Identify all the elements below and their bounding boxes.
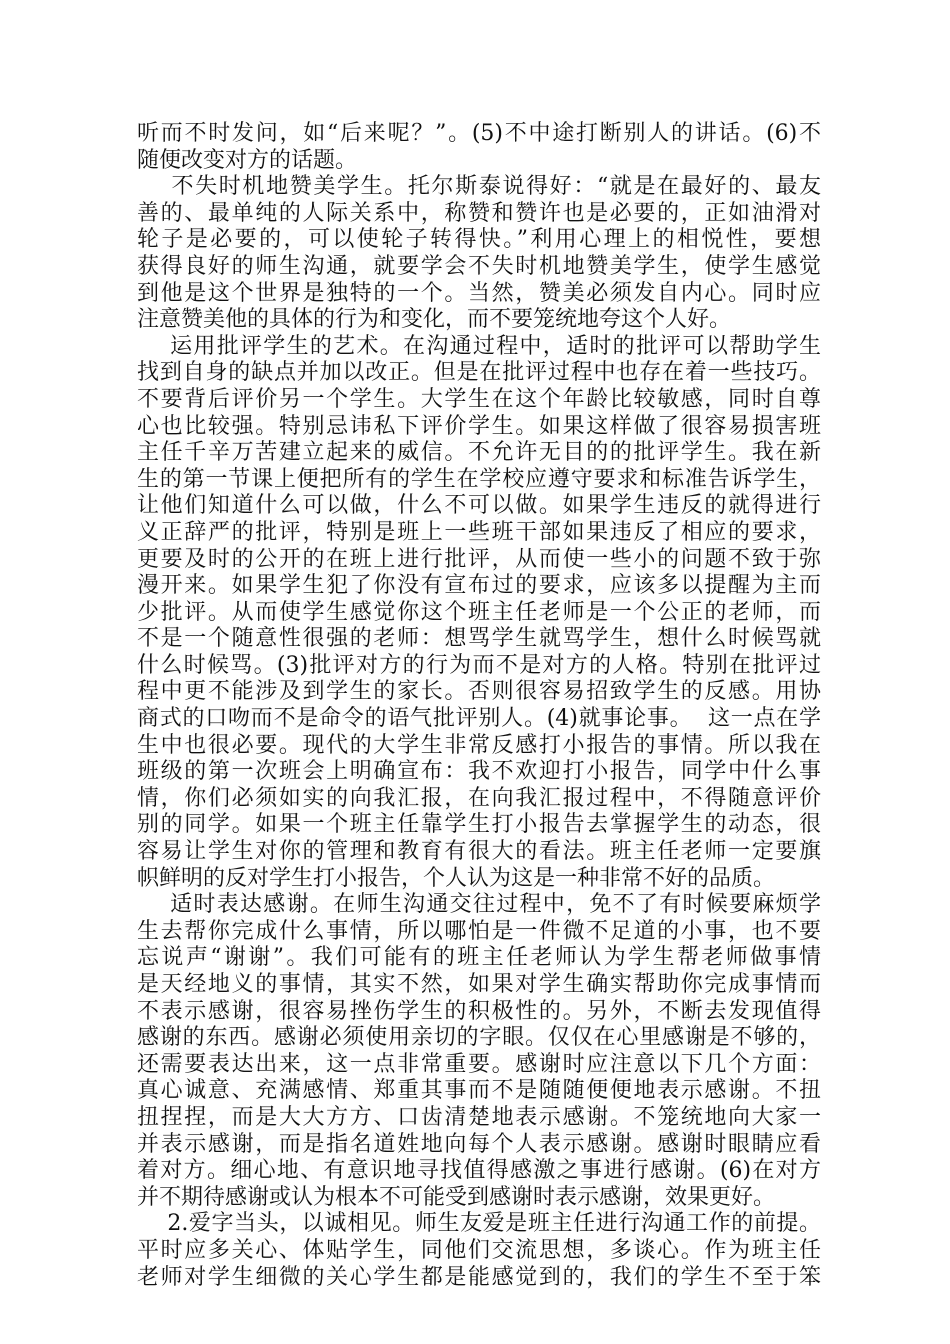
text-line: 老师对学生细微的关心学生都是能感觉到的，我们的学生不至于笨 [137,1264,821,1290]
text-line: 忘说声“谢谢”。我们可能有的班主任老师认为学生帮老师做事情 [137,945,821,971]
text-line: 轮子是必要的，可以使轮子转得快。”利用心理上的相悦性，要想 [137,227,821,253]
text-line: 更要及时的公开的在班上进行批评，从而使一些小的问题不致于弥 [137,546,821,572]
text-line: 别的同学。如果一个班主任靠学生打小报告去掌握学生的动态，很 [137,812,821,838]
text-line: 班级的第一次班会上明确宣布：我不欢迎打小报告，同学中什么事 [137,759,821,785]
text-line: 获得良好的师生沟通，就要学会不失时机地赞美学生，使学生感觉 [137,253,821,279]
body-text [137,121,821,1291]
text-line: 随便改变对方的话题。 [137,147,358,173]
text-line: 少批评。从而使学生感觉你这个班主任老师是一个公正的老师，而 [137,599,821,625]
text-line: 义正辞严的批评，特别是班上一些班干部如果违反了相应的要求， [137,519,821,545]
text-line: 让他们知道什么可以做，什么不可以做。如果学生违反的就得进行 [137,493,821,519]
text-line: 扭捏捏，而是大大方方、口齿清楚地表示感谢。不笼统地向大家一 [137,1104,821,1130]
text-line: 容易让学生对你的管理和教育有很大的看法。班主任老师一定要旗 [137,839,821,865]
text-line: 生去帮你完成什么事情，所以哪怕是一件微不足道的小事，也不要 [137,918,821,944]
text-line: 不是一个随意性很强的老师：想骂学生就骂学生，想什么时候骂就 [137,626,821,652]
text-line: 真心诚意、充满感情、郑重其事而不是随随便便地表示感谢。不扭 [137,1078,821,1104]
text-line: 生中也很必要。现代的大学生非常反感打小报告的事情。所以我在 [137,732,821,758]
text-line: 并表示感谢，而是指名道姓地向每个人表示感谢。感谢时眼睛应看 [137,1131,821,1157]
text-line: 注意赞美他的具体的行为和变化，而不要笼统地夸这个人好。 [137,307,732,333]
text-line: 善的、最单纯的人际关系中，称赞和赞许也是必要的，正如油滑对 [137,200,821,226]
text-line: 主任千辛万苦建立起来的威信。不允许无目的的批评学生。我在新 [137,440,821,466]
text-line: 不表示感谢，很容易挫伤学生的积极性的。另外，不断去发现值得 [137,998,821,1024]
text-line: 适时表达感谢。在师生沟通交往过程中，免不了有时候要麻烦学 [137,892,821,918]
text-line: 漫开来。如果学生犯了你没有宣布过的要求，应该多以提醒为主而 [137,573,821,599]
text-line: 听而不时发问，如“后来呢？”。(5)不中途打断别人的讲话。(6)不 [137,121,821,146]
text-line: 着对方。细心地、有意识地寻找值得感激之事进行感谢。(6)在对方 [137,1158,821,1184]
text-line: 不失时机地赞美学生。托尔斯泰说得好：“就是在最好的、最友 [137,174,821,200]
text-line: 情，你们必须如实的向我汇报，在向我汇报过程中，不得随意评价 [137,785,821,811]
text-line: 帜鲜明的反对学生打小报告，个人认为这是一种非常不好的品质。 [137,865,776,891]
text-line: 运用批评学生的艺术。在沟通过程中，适时的批评可以帮助学生 [137,333,821,359]
text-line: 不要背后评价另一个学生。大学生在这个年龄比较敏感，同时自尊 [137,386,821,412]
text-line: 程中更不能涉及到学生的家长。否则很容易招致学生的反感。用协 [137,679,821,705]
text-line: 并不期待感谢或认为根本不可能受到感谢时表示感谢，效果更好。 [137,1184,776,1210]
text-line: 到他是这个世界是独特的一个。当然，赞美必须发自内心。同时应 [137,280,821,306]
text-line: 找到自身的缺点并加以改正。但是在批评过程中也存在着一些技巧。 [137,360,821,386]
text-line: 什么时候骂。(3)批评对方的行为而不是对方的人格。特别在批评过 [137,652,821,678]
text-line: 感谢的东西。感谢必须使用亲切的字眼。仅仅在心里感谢是不够的， [137,1025,821,1051]
text-line: 平时应多关心、体贴学生，同他们交流思想，多谈心。作为班主任 [137,1237,821,1263]
text-line: 心也比较强。特别忌讳私下评价学生。如果这样做了很容易损害班 [137,413,821,439]
text-line: 还需要表达出来，这一点非常重要。感谢时应注意以下几个方面： [137,1051,821,1077]
text-line: 商式的口吻而不是命令的语气批评别人。(4)就事论事。 这一点在学 [137,706,821,732]
text-line: 2.爱字当头，以诚相见。师生友爱是班主任进行沟通工作的前提。 [137,1211,821,1237]
text-line: 生的第一节课上便把所有的学生在学校应遵守要求和标准告诉学生， [137,466,821,492]
text-line: 是天经地义的事情，其实不然，如果对学生确实帮助你完成事情而 [137,972,821,997]
